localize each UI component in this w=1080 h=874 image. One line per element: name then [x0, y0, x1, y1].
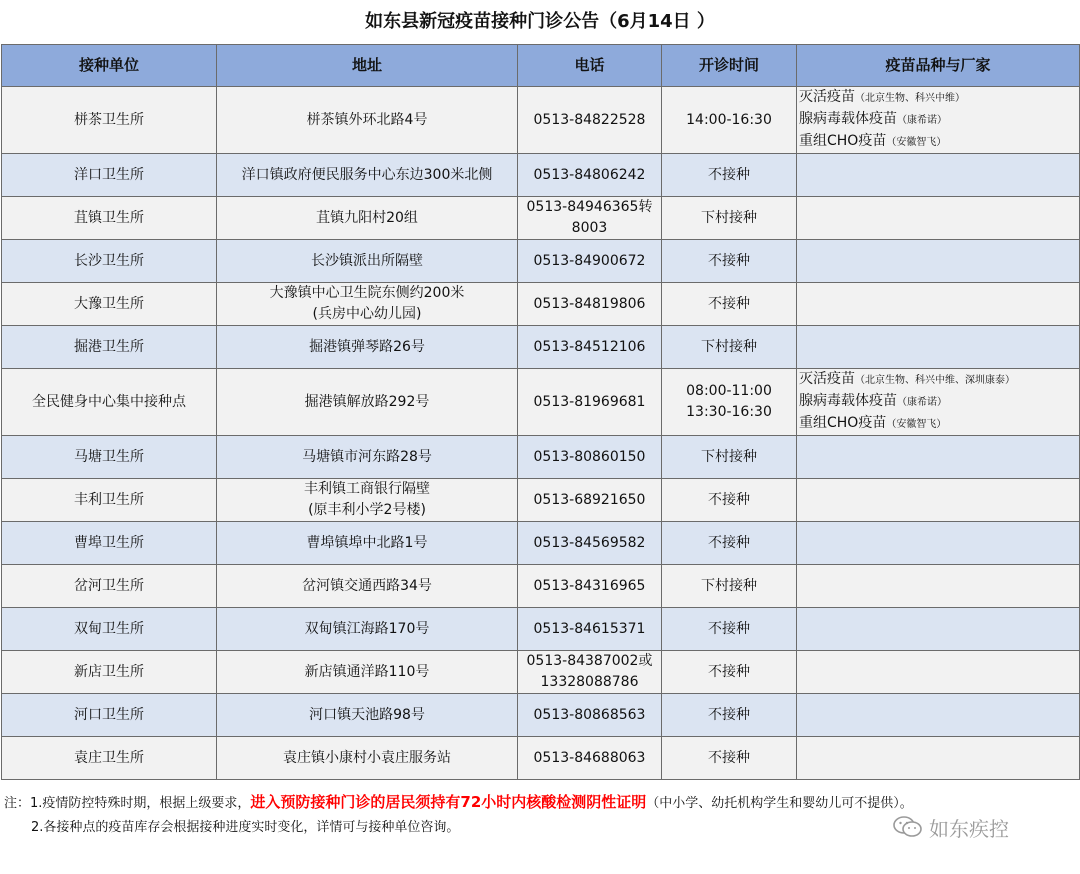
cell-vaccines	[797, 608, 1080, 651]
cell-unit: 新店卫生所	[2, 651, 217, 694]
cell-hours-line: 不接种	[708, 749, 750, 766]
cell-hours	[662, 737, 797, 780]
cell-address-line: 掘港镇弹琴路26号	[309, 338, 425, 355]
vaccine-entry	[799, 413, 1077, 435]
cell-hours	[662, 565, 797, 608]
cell-phone	[518, 326, 662, 369]
table-row	[2, 737, 1080, 780]
cell-phone-line: 0513-84806242	[533, 166, 646, 183]
header-address: 地址	[217, 45, 518, 87]
header-vaccines: 疫苗品种与厂家	[797, 45, 1080, 87]
cell-address-line: 洋口镇政府便民服务中心东边300米北侧	[241, 166, 493, 183]
cell-phone	[518, 154, 662, 197]
cell-phone	[518, 651, 662, 694]
cell-hours	[662, 283, 797, 326]
cell-hours-line: 不接种	[708, 166, 750, 183]
cell-vaccines	[797, 87, 1080, 154]
table-row	[2, 608, 1080, 651]
note-2: 2.各接种点的疫苗库存会根据接种进度实时变化，详情可与接种单位咨询。	[31, 820, 460, 835]
cell-hours	[662, 479, 797, 522]
cell-hours-line: 下村接种	[701, 577, 757, 594]
watermark-text: 如东疾控	[929, 816, 1009, 841]
vaccine-entry	[799, 369, 1077, 391]
cell-phone	[518, 694, 662, 737]
table-row	[2, 565, 1080, 608]
cell-address	[217, 608, 518, 651]
table-row	[2, 694, 1080, 737]
vaccine-entry	[799, 391, 1077, 413]
cell-hours-line: 不接种	[708, 706, 750, 723]
cell-phone	[518, 522, 662, 565]
cell-vaccines	[797, 694, 1080, 737]
cell-phone-line: 0513-84569582	[533, 534, 646, 551]
cell-hours-line: 14:00-16:30	[686, 111, 772, 128]
cell-phone	[518, 608, 662, 651]
cell-phone-line: 0513-80868563	[533, 706, 646, 723]
cell-phone-line: 0513-84900672	[533, 252, 646, 269]
table-row	[2, 436, 1080, 479]
cell-address-line: 曹埠镇埠中北路1号	[306, 534, 428, 551]
cell-phone-line: 13328088786	[540, 674, 639, 690]
cell-address	[217, 154, 518, 197]
cell-address	[217, 694, 518, 737]
table-row	[2, 522, 1080, 565]
header-unit: 接种单位	[2, 45, 217, 87]
vaccine-maker: （安徽智飞）	[886, 419, 947, 430]
cell-hours	[662, 694, 797, 737]
cell-vaccines	[797, 197, 1080, 240]
table-row	[2, 283, 1080, 326]
cell-address-line: 掘港镇解放路292号	[304, 393, 430, 410]
table-row	[2, 197, 1080, 240]
vaccine-maker: （康希诺）	[897, 115, 947, 126]
header-hours: 开诊时间	[662, 45, 797, 87]
cell-address	[217, 436, 518, 479]
cell-hours-line: 下村接种	[701, 338, 757, 355]
cell-phone-line: 8003	[571, 220, 608, 236]
cell-hours	[662, 87, 797, 154]
cell-vaccines	[797, 240, 1080, 283]
cell-phone	[518, 369, 662, 436]
cell-hours-line: 不接种	[708, 534, 750, 551]
cell-address	[217, 240, 518, 283]
table-header-row	[2, 45, 1080, 87]
cell-hours-line: 不接种	[708, 252, 750, 269]
cell-phone-line: 0513-84946365转	[526, 199, 653, 215]
cell-address-line: 大豫镇中心卫生院东侧约200米	[269, 285, 465, 301]
cell-vaccines	[797, 369, 1080, 436]
cell-unit: 苴镇卫生所	[2, 197, 217, 240]
cell-vaccines	[797, 651, 1080, 694]
note-1-highlight: 进入预防接种门诊的居民须持有72小时内核酸检测阴性证明	[250, 793, 647, 811]
cell-vaccines	[797, 283, 1080, 326]
watermark	[893, 812, 1053, 842]
cell-phone-line: 0513-84688063	[533, 749, 646, 766]
table-row	[2, 240, 1080, 283]
cell-phone	[518, 479, 662, 522]
vaccine-name: 灭活疫苗	[799, 371, 855, 387]
cell-address	[217, 369, 518, 436]
vaccine-maker: （北京生物、科兴中维）	[855, 93, 965, 104]
cell-vaccines	[797, 479, 1080, 522]
cell-address-line: 栟茶镇外环北路4号	[306, 111, 428, 128]
table-row	[2, 326, 1080, 369]
cell-phone-line: 0513-68921650	[533, 491, 646, 508]
cell-address-line: 岔河镇交通西路34号	[302, 577, 432, 594]
cell-unit: 洋口卫生所	[2, 154, 217, 197]
cell-phone	[518, 737, 662, 780]
cell-vaccines	[797, 737, 1080, 780]
cell-phone-line: 0513-84822528	[533, 111, 646, 128]
vaccine-name: 重组CHO疫苗	[799, 415, 887, 431]
table-row	[2, 369, 1080, 436]
cell-phone	[518, 283, 662, 326]
cell-phone	[518, 197, 662, 240]
cell-hours-line: 不接种	[708, 663, 750, 680]
cell-unit: 丰利卫生所	[2, 479, 217, 522]
cell-unit: 马塘卫生所	[2, 436, 217, 479]
cell-phone-line: 0513-84819806	[533, 295, 646, 312]
cell-address	[217, 283, 518, 326]
vaccine-maker: （康希诺）	[897, 397, 947, 408]
cell-hours-line: 不接种	[708, 295, 750, 312]
clinic-table	[1, 44, 1080, 780]
cell-address	[217, 522, 518, 565]
cell-hours-line: 下村接种	[701, 209, 757, 226]
cell-address	[217, 87, 518, 154]
cell-vaccines	[797, 154, 1080, 197]
vaccine-entry	[799, 131, 1077, 153]
note-1-suffix: （中小学、幼托机构学生和婴幼儿可不提供）。	[646, 796, 913, 811]
vaccine-name: 腺病毒载体疫苗	[799, 111, 897, 127]
cell-hours	[662, 369, 797, 436]
cell-hours	[662, 651, 797, 694]
cell-unit: 长沙卫生所	[2, 240, 217, 283]
cell-hours	[662, 154, 797, 197]
cell-hours	[662, 522, 797, 565]
vaccine-maker: （北京生物、科兴中维、深圳康泰）	[855, 375, 1015, 386]
page-title: 如东县新冠疫苗接种门诊公告（6月14日 ）	[365, 11, 715, 32]
cell-hours-line: 13:30-16:30	[686, 404, 772, 420]
cell-vaccines	[797, 436, 1080, 479]
vaccine-entry	[799, 109, 1077, 131]
cell-hours	[662, 240, 797, 283]
cell-address-line: 苴镇九阳村20组	[316, 209, 418, 226]
cell-phone-line: 0513-84387002或	[526, 653, 653, 669]
cell-unit: 大豫卫生所	[2, 283, 217, 326]
cell-hours-line: 08:00-11:00	[686, 383, 772, 399]
cell-phone	[518, 240, 662, 283]
cell-phone-line: 0513-84316965	[533, 577, 646, 594]
cell-hours-line: 下村接种	[701, 448, 757, 465]
vaccine-name: 腺病毒载体疫苗	[799, 393, 897, 409]
cell-hours	[662, 197, 797, 240]
cell-phone-line: 0513-81969681	[533, 393, 646, 410]
cell-vaccines	[797, 522, 1080, 565]
cell-address-line: 双甸镇江海路170号	[304, 620, 430, 637]
cell-phone	[518, 87, 662, 154]
table-row	[2, 87, 1080, 154]
cell-unit: 曹埠卫生所	[2, 522, 217, 565]
wechat-icon	[893, 815, 923, 839]
cell-phone	[518, 565, 662, 608]
table-row	[2, 479, 1080, 522]
cell-address-line: 新店镇通洋路110号	[304, 663, 430, 680]
vaccine-maker: （安徽智飞）	[886, 137, 947, 148]
cell-unit: 岔河卫生所	[2, 565, 217, 608]
cell-unit: 全民健身中心集中接种点	[2, 369, 217, 436]
cell-hours	[662, 326, 797, 369]
cell-address	[217, 326, 518, 369]
vaccine-entry	[799, 87, 1077, 109]
cell-phone-line: 0513-84512106	[533, 338, 646, 355]
note-1-prefix: 注：1.疫情防控特殊时期，根据上级要求，	[4, 796, 251, 811]
cell-vaccines	[797, 326, 1080, 369]
cell-address	[217, 197, 518, 240]
table-row	[2, 154, 1080, 197]
cell-address	[217, 565, 518, 608]
cell-unit: 栟茶卫生所	[2, 87, 217, 154]
cell-unit: 掘港卫生所	[2, 326, 217, 369]
cell-hours-line: 不接种	[708, 620, 750, 637]
cell-address-line: 马塘镇市河东路28号	[302, 448, 432, 465]
cell-unit: 双甸卫生所	[2, 608, 217, 651]
cell-hours	[662, 608, 797, 651]
cell-address	[217, 651, 518, 694]
cell-phone-line: 0513-80860150	[533, 448, 646, 465]
table-row	[2, 651, 1080, 694]
cell-address-line: 丰利镇工商银行隔壁	[304, 481, 430, 497]
cell-vaccines	[797, 565, 1080, 608]
header-phone: 电话	[518, 45, 662, 87]
cell-hours	[662, 436, 797, 479]
cell-address-line: 长沙镇派出所隔壁	[311, 252, 423, 269]
cell-address	[217, 479, 518, 522]
cell-address-line: 河口镇天池路98号	[309, 706, 425, 723]
cell-unit: 河口卫生所	[2, 694, 217, 737]
cell-phone-line: 0513-84615371	[533, 620, 646, 637]
cell-phone	[518, 436, 662, 479]
cell-address-line: 袁庄镇小康村小袁庄服务站	[283, 749, 451, 766]
vaccine-name: 灭活疫苗	[799, 89, 855, 105]
cell-address-line: (兵房中心幼儿园)	[312, 306, 422, 322]
cell-hours-line: 不接种	[708, 491, 750, 508]
cell-address-line: (原丰利小学2号楼)	[308, 502, 426, 518]
vaccine-name: 重组CHO疫苗	[799, 133, 887, 149]
cell-address	[217, 737, 518, 780]
cell-unit: 袁庄卫生所	[2, 737, 217, 780]
